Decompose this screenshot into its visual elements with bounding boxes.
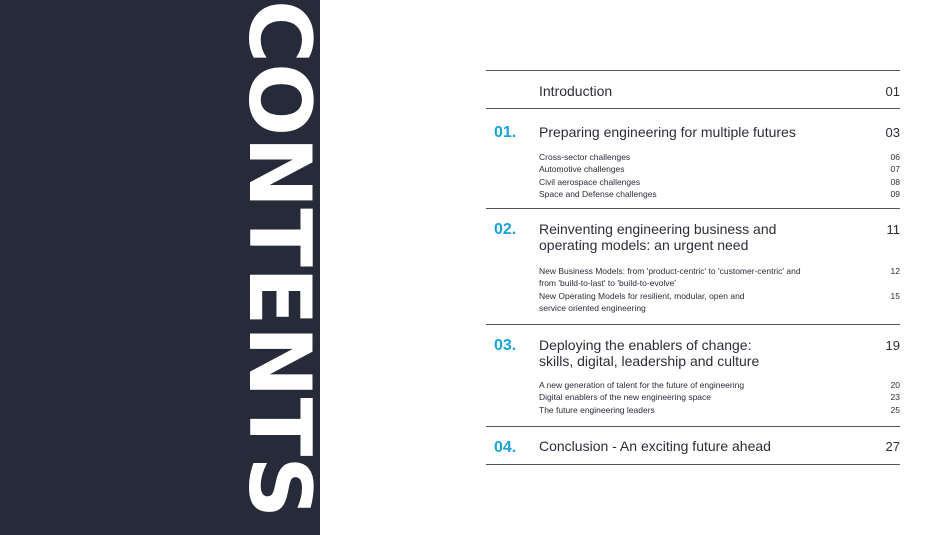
list-item[interactable]: The future engineering leaders 25 xyxy=(539,404,900,415)
section-page: 19 xyxy=(885,338,900,353)
contents-title: CONTENTS xyxy=(229,0,329,519)
toc-section-04[interactable] xyxy=(486,427,900,464)
divider xyxy=(486,464,900,465)
section-title: Conclusion - An exciting future ahead xyxy=(539,438,771,454)
subsection-list xyxy=(539,379,900,416)
toc-intro-label: Introduction xyxy=(539,83,613,99)
list-item[interactable]: New Business Models: from 'product-centric' to 'customer-centric' and from 'build-to-last' to 'build-to-evolve' 12 xyxy=(539,266,900,289)
toc-section-03[interactable] xyxy=(486,325,900,426)
section-number: 01. xyxy=(494,124,517,141)
list-item[interactable]: Automotive challenges 07 xyxy=(539,164,900,175)
subsection-list xyxy=(539,265,900,315)
list-item[interactable]: Space and Defense challenges 09 xyxy=(539,189,900,200)
table-of-contents xyxy=(486,70,900,465)
list-item[interactable]: Cross-sector challenges 06 xyxy=(539,152,900,162)
section-page: 27 xyxy=(885,439,900,454)
list-item[interactable]: New Operating Models for resilient, modular, open and service oriented engineering 15 xyxy=(539,290,900,314)
list-item[interactable]: Digital enablers of the new engineering space 23 xyxy=(539,392,900,403)
section-number: 02. xyxy=(494,221,517,238)
section-number: 03. xyxy=(494,337,517,354)
list-item[interactable]: Civil aerospace challenges 08 xyxy=(539,176,900,187)
toc-section-02[interactable] xyxy=(486,209,900,324)
toc-intro-page: 01 xyxy=(885,84,900,99)
section-number: 04. xyxy=(494,439,517,456)
toc-intro[interactable] xyxy=(486,71,900,108)
section-title: Reinventing engineering business and operating models: an urgent need xyxy=(539,221,777,253)
toc-section-01[interactable] xyxy=(486,109,900,208)
section-page: 11 xyxy=(886,222,900,237)
section-page: 03 xyxy=(885,125,900,140)
section-title: Preparing engineering for multiple futures xyxy=(539,124,796,140)
list-item[interactable]: A new generation of talent for the future of engineering 20 xyxy=(539,380,900,390)
subsection-list xyxy=(539,151,900,201)
section-title: Deploying the enablers of change: skills, digital, leadership and culture xyxy=(539,337,760,369)
